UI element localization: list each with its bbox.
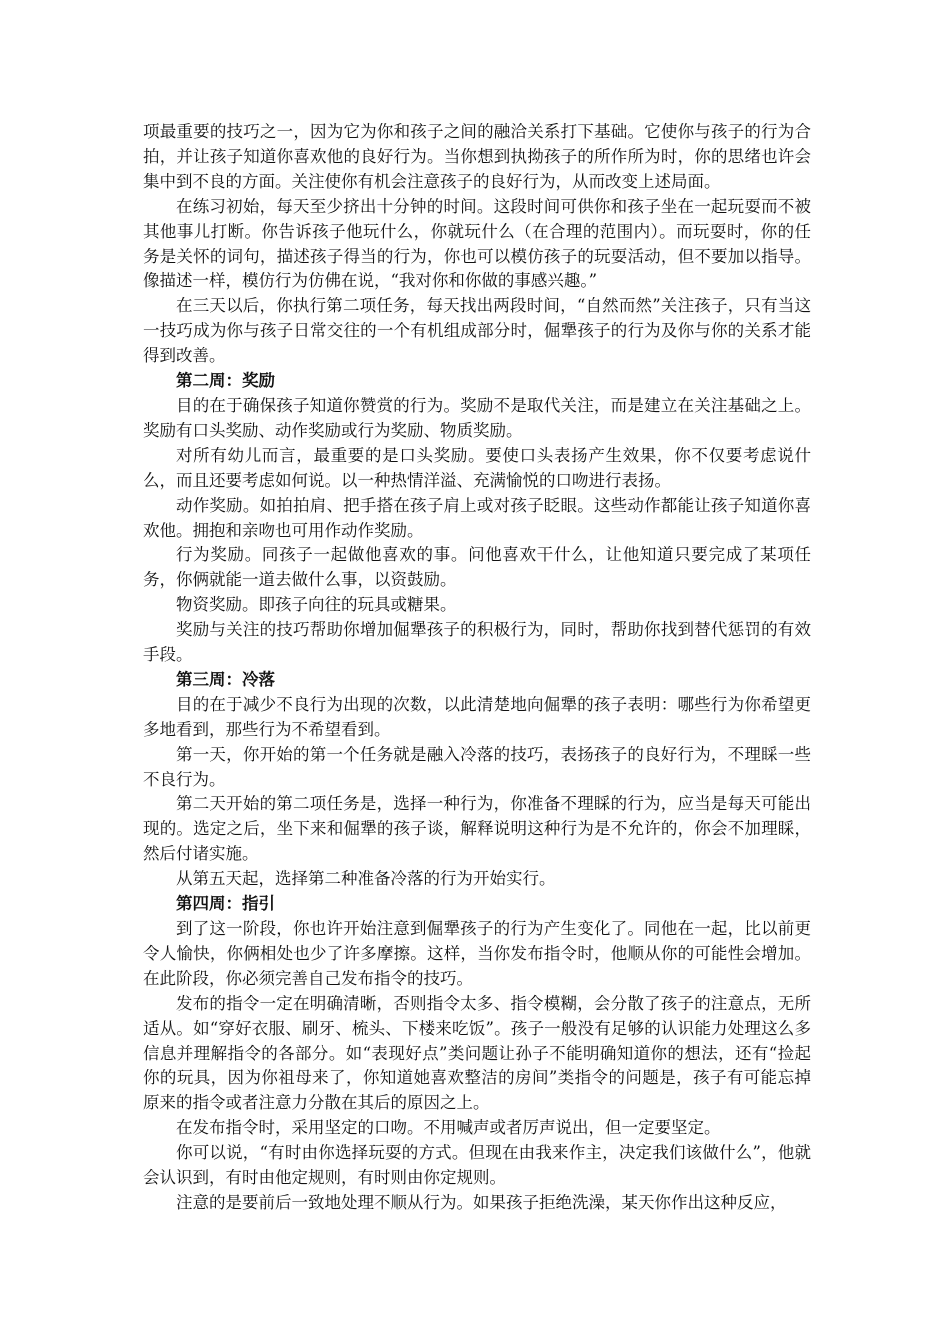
paragraph: 项最重要的技巧之一，因为它为你和孩子之间的融洽关系打下基础。它使你与孩子的行为合拍，并让孩子知道你喜欢他的良好行为。当你想到执拗孩子的所作所为时，你的思绪也许会集中到不良的方面。关注使你有机会注意孩子的良好行为，从而改变上述局面。	[143, 122, 811, 191]
section-heading-week4: 第四周：指引	[176, 894, 275, 914]
paragraph: 动作奖励。如拍拍肩、把手搭在孩子肩上或对孩子眨眼。这些动作都能让孩子知道你喜欢他。拥抱和亲吻也可用作动作奖励。	[143, 495, 811, 540]
paragraph: 你可以说，“有时由你选择玩耍的方式。但现在由我来作主，决定我们该做什么”，他就会认识到，有时由他定规则，有时则由你定规则。	[143, 1143, 811, 1188]
paragraph: 对所有幼儿而言，最重要的是口头奖励。要使口头表扬产生效果，你不仅要考虑说什么，而且还要考虑如何说。以一种热情洋溢、充满愉悦的口吻进行表扬。	[143, 445, 811, 490]
paragraph: 第一天，你开始的第一个任务就是融入冷落的技巧，表扬孩子的良好行为，不理睬一些不良行为。	[143, 744, 811, 789]
paragraph: 行为奖励。同孩子一起做他喜欢的事。问他喜欢干什么，让他知道只要完成了某项任务，你俩就能一道去做什么事，以资鼓励。	[143, 545, 811, 590]
paragraph: 在三天以后，你执行第二项任务，每天找出两段时间，“自然而然”关注孩子，只有当这一技巧成为你与孩子日常交往的一个有机组成部分时，倔犟孩子的行为及你与你的关系才能得到改善。	[143, 296, 811, 366]
section-heading-week3: 第三周：冷落	[176, 669, 275, 689]
paragraph: 从第五天起，选择第二种准备冷落的行为开始实行。	[176, 869, 556, 889]
paragraph: 奖励与关注的技巧帮助你增加倔犟孩子的积极行为，同时，帮助你找到替代惩罚的有效手段。	[143, 620, 811, 665]
paragraph: 到了这一阶段，你也许开始注意到倔犟孩子的行为产生变化了。同他在一起，比以前更令人愉快，你俩相处也少了许多摩擦。这样，当你发布指令时，他顺从你的可能性会增加。在此阶段，你必须完善自己发布指令的技巧。	[143, 919, 811, 988]
paragraph: 发布的指令一定在明确清晰，否则指令太多、指令模糊，会分散了孩子的注意点，无所适从。如“穿好衣服、刷牙、梳头、下楼来吃饭”。孩子一般没有足够的认识能力处理这么多信息并理解指令的各部分。如“表现好点”类问题让孙子不能明确知道你的想法，还有“捡起你的玩具，因为你祖母来了，你知道她喜欢整洁的房间”类指令的问题是，孩子有可能忘掉原来的指令或者注意力分散在其后的原因之上。	[143, 993, 811, 1113]
paragraph: 目的在于减少不良行为出现的次数，以此清楚地向倔犟的孩子表明：哪些行为你希望更多地看到，那些行为不希望看到。	[143, 694, 811, 739]
paragraph: 在练习初始，每天至少挤出十分钟的时间。这段时间可供你和孩子坐在一起玩耍而不被其他事儿打断。你告诉孩子他玩什么，你就玩什么（在合理的范围内）。而玩耍时，你的任务是关怀的词句，描述孩子得当的行为，你也可以模仿孩子的玩耍活动，但不要加以指导。像描述一样，模仿行为仿佛在说，“我对你和你做的事感兴趣。”	[143, 196, 811, 291]
document-page	[143, 120, 811, 1216]
paragraph: 在发布指令时，采用坚定的口吻。不用喊声或者厉声说出，但一定要坚定。	[176, 1118, 721, 1138]
paragraph: 第二天开始的第二项任务是，选择一种行为，你准备不理睬的行为，应当是每天可能出现的。选定之后，坐下来和倔犟的孩子谈，解释说明这种行为是不允许的，你会不加理睬，然后付诸实施。	[143, 794, 811, 864]
section-heading-week2: 第二周：奖励	[176, 371, 275, 391]
paragraph: 物资奖励。即孩子向往的玩具或糖果。	[176, 595, 457, 615]
paragraph: 注意的是要前后一致地处理不顺从行为。如果孩子拒绝洗澡，某天你作出这种反应，	[176, 1192, 787, 1212]
paragraph: 目的在于确保孩子知道你赞赏的行为。奖励不是取代关注，而是建立在关注基础之上。奖励有口头奖励、动作奖励或行为奖励、物质奖励。	[143, 395, 811, 440]
